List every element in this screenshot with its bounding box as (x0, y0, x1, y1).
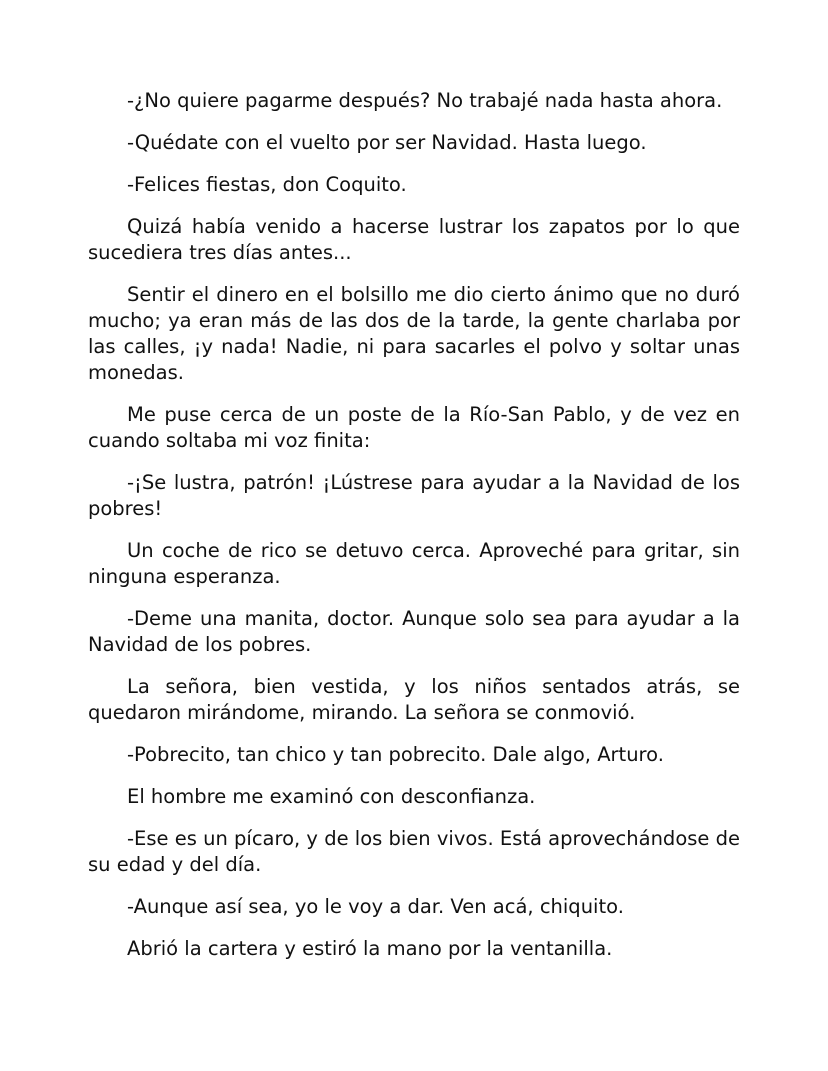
paragraph-6: Me puse cerca de un poste de la Río-San Pablo, y de vez en cuando soltaba mi voz finita: (88, 403, 740, 452)
paragraph-10: La señora, bien vestida, y los niños sentados atrás, se quedaron mirándome, mirando. La señora se conmovió. (88, 675, 740, 724)
paragraph-12: El hombre me examinó con desconfianza. (127, 785, 536, 808)
paragraph-7: -¡Se lustra, patrón! ¡Lústrese para ayudar a la Navidad de los pobres! (88, 471, 740, 520)
document-page (88, 88, 740, 978)
paragraph-2: -Quédate con el vuelto por ser Navidad. Hasta luego. (127, 131, 647, 154)
paragraph-8: Un coche de rico se detuvo cerca. Aproveché para gritar, sin ninguna esperanza. (88, 539, 740, 588)
paragraph-15: Abrió la cartera y estiró la mano por la ventanilla. (127, 937, 613, 960)
paragraph-1: -¿No quiere pagarme después? No trabajé nada hasta ahora. (127, 89, 723, 112)
paragraph-3: -Felices fiestas, don Coquito. (127, 173, 407, 196)
paragraph-4: Quizá había venido a hacerse lustrar los zapatos por lo que sucediera tres días antes... (88, 215, 740, 264)
paragraph-5: Sentir el dinero en el bolsillo me dio cierto ánimo que no duró mucho; ya eran más de las dos de la tarde, la gente charlaba por las calles, ¡y nada! Nadie, ni para sacarles el polvo y soltar unas monedas. (88, 283, 740, 384)
paragraph-13: -Ese es un pícaro, y de los bien vivos. Está aprovechándose de su edad y del día. (88, 827, 740, 876)
paragraph-9: -Deme una manita, doctor. Aunque solo sea para ayudar a la Navidad de los pobres. (88, 607, 740, 656)
paragraph-14: -Aunque así sea, yo le voy a dar. Ven acá, chiquito. (127, 895, 624, 918)
paragraph-11: -Pobrecito, tan chico y tan pobrecito. Dale algo, Arturo. (127, 743, 664, 766)
